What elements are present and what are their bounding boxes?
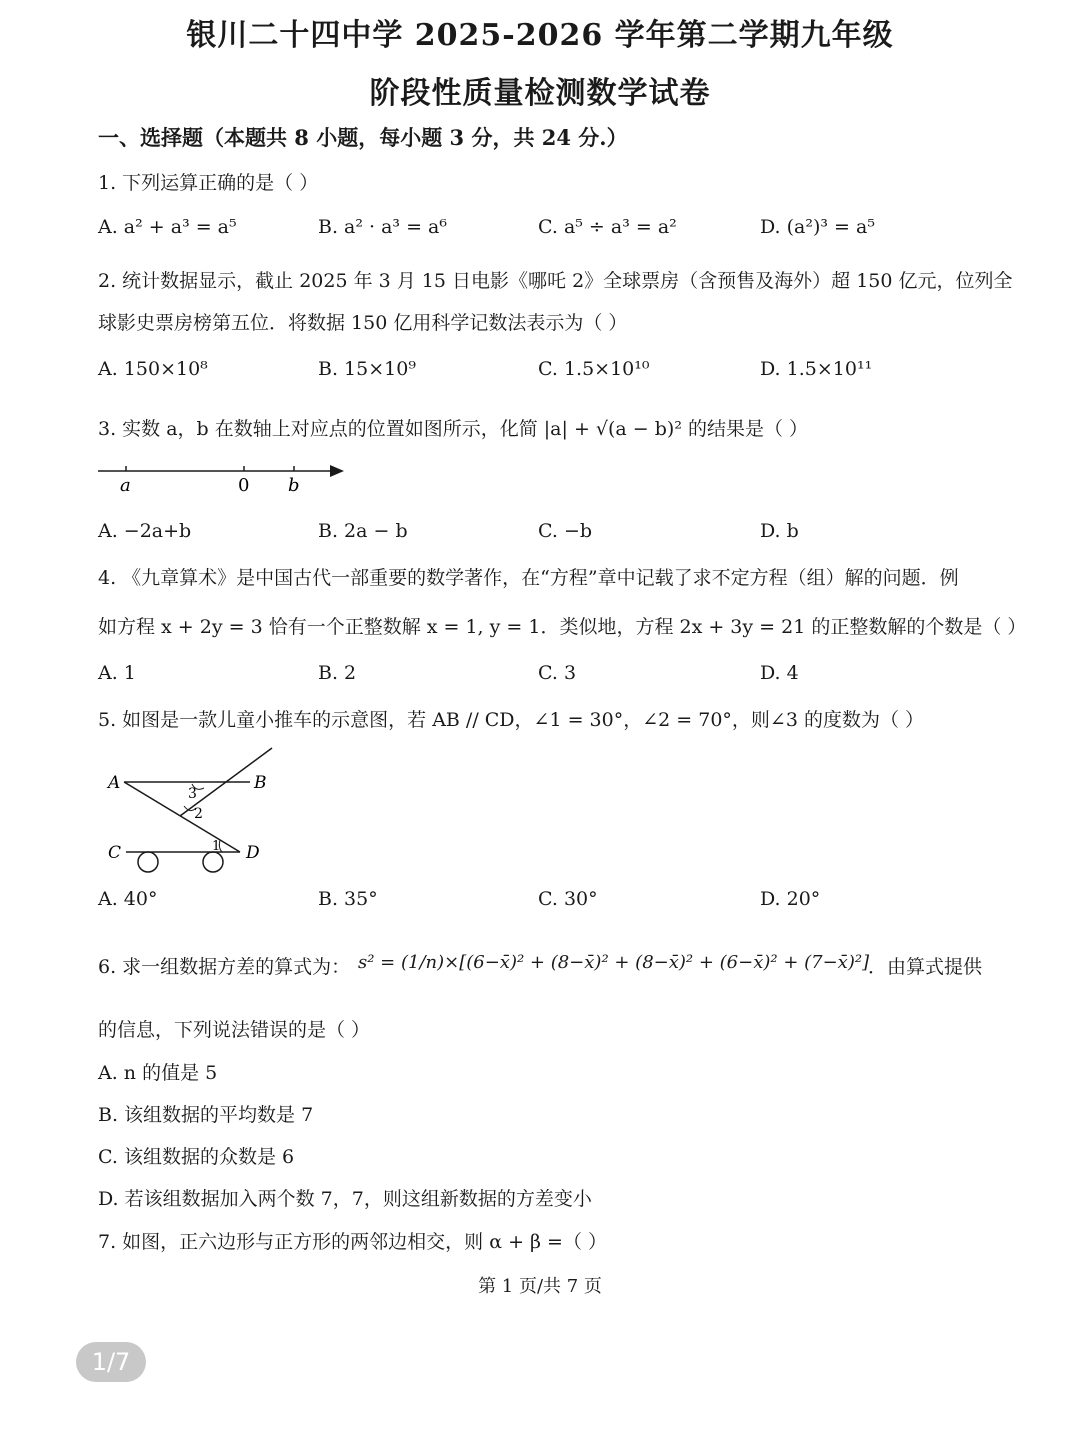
question-3-option-c: C. −b [538,520,593,542]
angle-1-label: 1 [212,839,221,854]
number-line-arrow [330,465,344,477]
wheel-left [138,852,158,872]
question-3-option-b: B. 2a − b [318,520,408,542]
question-1-option-b: B. a² · a³ = a⁶ [318,216,447,238]
question-6-option-b: B. 该组数据的平均数是 7 [98,1104,314,1126]
angle-2-label: 2 [194,806,203,822]
question-6-option-c: C. 该组数据的众数是 6 [98,1146,295,1168]
question-6-stem-prefix: 6. 求一组数据方差的算式为： [98,956,351,978]
label-zero: 0 [238,475,250,496]
question-4-option-b: B. 2 [318,662,357,684]
question-6-option-d: D. 若该组数据加入两个数 7，7，则这组新数据的方差变小 [98,1188,592,1210]
question-2-line-1: 2. 统计数据显示，截止 2025 年 3 月 15 日电影《哪吒 2》全球票房（含预售及海外）超 150 亿元，位列全 [98,270,1013,292]
question-6-stem-suffix: ．由算式提供 [868,956,983,978]
wheel-right [203,852,223,872]
page-footer: 第 1 页/共 7 页 [478,1276,602,1297]
line-ad [124,782,240,852]
question-4-line-1: 4. 《九章算术》是中国古代一部重要的数学著作，在“方程”章中记载了求不定方程（组）解的问题．例 [98,567,959,589]
question-1-option-a: A. a² + a³ = a⁵ [98,216,237,238]
variance-formula: s² = (1/n)×[(6−x̄)² + (8−x̄)² + (8−x̄)² + (6−x̄)² + (7−x̄)²] [358,952,870,973]
question-2-line-2: 球影史票房榜第五位．将数据 150 亿用科学记数法表示为（ ） [98,312,628,334]
question-5-option-d: D. 20° [760,888,821,910]
label-b: b [288,475,300,496]
question-1-option-c: C. a⁵ ÷ a³ = a² [538,216,677,238]
question-4-line-2: 如方程 x + 2y = 3 恰有一个正整数解 x = 1, y = 1．类似地，方程 2x + 3y = 21 的正整数解的个数是（ ） [98,616,1027,638]
question-2-option-a: A. 150×10⁸ [98,358,208,380]
question-6-line-2: 的信息，下列说法错误的是（ ） [98,1019,371,1041]
point-d-label: D [246,843,260,863]
section-heading: 一、选择题（本题共 8 小题，每小题 3 分，共 24 分.） [98,125,628,150]
question-3-option-a: A. −2a+b [98,520,192,542]
question-5-option-b: B. 35° [318,888,378,910]
question-4-option-c: C. 3 [538,662,577,684]
question-3-stem: 3. 实数 a，b 在数轴上对应点的位置如图所示，化简 |a| + √(a − b)² 的结果是（ ） [98,418,809,440]
question-7-stem: 7. 如图，正六边形与正方形的两邻边相交，则 α + β =（ ） [98,1231,608,1253]
stroller-figure [100,742,290,880]
angle-3-label: 3 [188,786,197,802]
question-3-option-d: D. b [760,520,799,542]
question-5-stem: 5. 如图是一款儿童小推车的示意图，若 AB // CD，∠1 = 30°，∠2 = 70°，则∠3 的度数为（ ） [98,709,925,731]
question-4-option-d: D. 4 [760,662,799,684]
question-5-option-a: A. 40° [98,888,158,910]
question-1-option-d: D. (a²)³ = a⁵ [760,216,875,238]
question-2-option-b: B. 15×10⁹ [318,358,416,380]
question-6-option-a: A. n 的值是 5 [98,1062,218,1084]
question-2-option-d: D. 1.5×10¹¹ [760,358,873,380]
question-2-option-c: C. 1.5×10¹⁰ [538,358,650,380]
exam-title: 银川二十四中学 2025-2026 学年第二学期九年级 [186,18,894,53]
page-indicator[interactable]: 1/7 [76,1342,146,1382]
point-b-label: B [254,773,267,793]
exam-subtitle: 阶段性质量检测数学试卷 [369,76,711,111]
question-5-option-c: C. 30° [538,888,598,910]
label-a: a [120,475,131,496]
question-4-option-a: A. 1 [98,662,136,684]
point-a-label: A [108,773,121,793]
number-line-figure [96,458,356,498]
point-c-label: C [108,843,122,863]
question-1-stem: 1. 下列运算正确的是（ ） [98,172,319,194]
